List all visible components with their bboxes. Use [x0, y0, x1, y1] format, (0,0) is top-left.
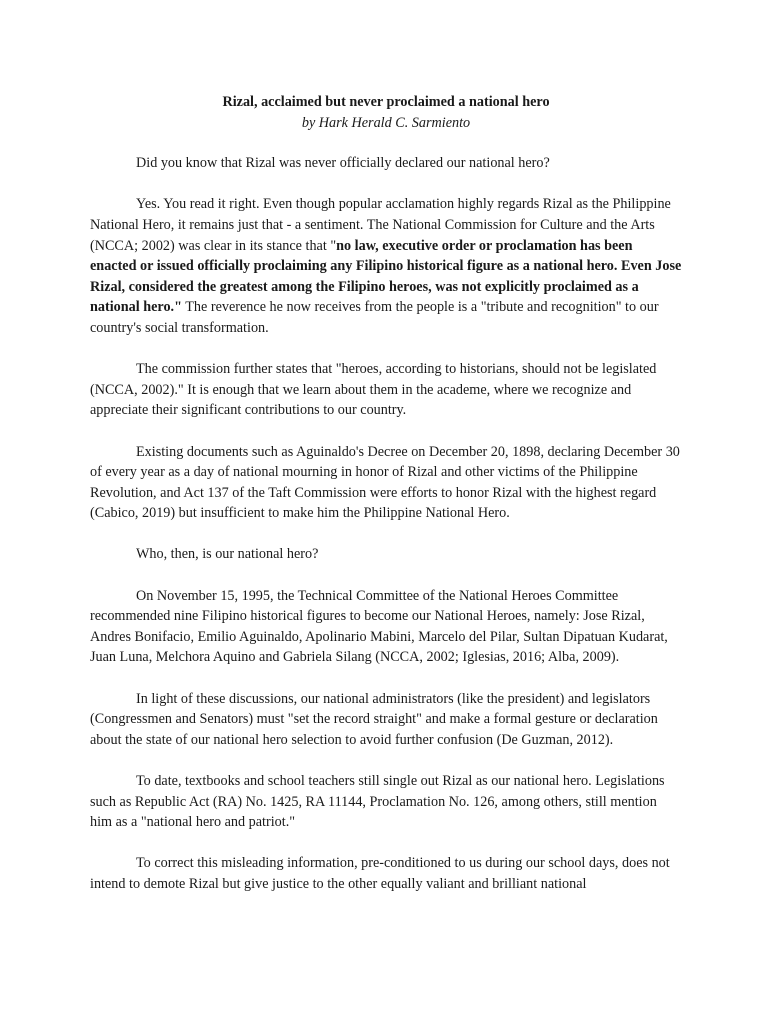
title-block: [90, 92, 682, 133]
paragraph-2-outro: The reverence he now receives from the people is a "tribute and recognition" to our country's social transformation.: [90, 299, 659, 336]
paragraph-7: In light of these discussions, our national administrators (like the president) and legislators (Congressmen and Senators) must "set the record straight" and make a formal gesture or declaration about the state of our national hero selection to avoid further confusion (De Guzman, 2012).: [90, 690, 658, 748]
paragraph-9: To correct this misleading information, pre-conditioned to us during our school days, does not intend to demote Rizal but give justice to the other equally valiant and brilliant national: [90, 855, 670, 892]
paragraph-2-intro: Yes. You read it right. Even though popular acclamation highly regards Rizal as the Philippine National Hero, it remains just that - a sentiment. The National Commission for Culture and the Arts (NCCA; 2002) was clear in its stance that ": [90, 196, 671, 254]
paragraph-6: On November 15, 1995, the Technical Committee of the National Heroes Committee recommended nine Filipino historical figures to become our National Heroes, namely: Jose Rizal, Andres Bonifacio, Emilio Aguinaldo, Apolinario Mabini, Marcelo del Pilar, Sultan Dipatuan Kudarat, Juan Luna, Melchora Aquino and Gabriela Silang (NCCA, 2002; Iglesias, 2016; Alba, 2009).: [90, 587, 668, 666]
article-byline: by Hark Herald C. Sarmiento: [301, 114, 471, 131]
paragraph-1: Did you know that Rizal was never officially declared our national hero?: [136, 155, 550, 172]
paragraph-3: The commission further states that "heroes, according to historians, should not be legislated (NCCA, 2002)." It is enough that we learn about them in the academe, where we recognize and appreciate their significant contributions to our country.: [90, 361, 657, 419]
article-title: Rizal, acclaimed but never proclaimed a national hero: [222, 94, 550, 110]
paragraph-8: To date, textbooks and school teachers still single out Rizal as our national hero. Legislations such as Republic Act (RA) No. 1425, RA 11144, Proclamation No. 126, among others, still mention him as a "national hero and patriot.": [90, 773, 665, 831]
paragraph-5: Who, then, is our national hero?: [136, 546, 319, 563]
document-page: [90, 92, 682, 915]
paragraph-2: [90, 194, 682, 338]
paragraph-2-quote: no law, executive order or proclamation has been enacted or issued officially proclaiming any Filipino historical figure as a national hero. Even Jose Rizal, considered the greatest among the Filipino heroes, was not explicitly proclaimed as a national hero.": [90, 237, 682, 316]
paragraph-4: Existing documents such as Aguinaldo's Decree on December 20, 1898, declaring December 30 of every year as a day of national mourning in honor of Rizal and other victims of the Philippine Revolution, and Act 137 of the Taft Commission were efforts to honor Rizal with the highest regard (Cabico, 2019) but insufficient to make him the Philippine National Hero.: [90, 443, 680, 522]
